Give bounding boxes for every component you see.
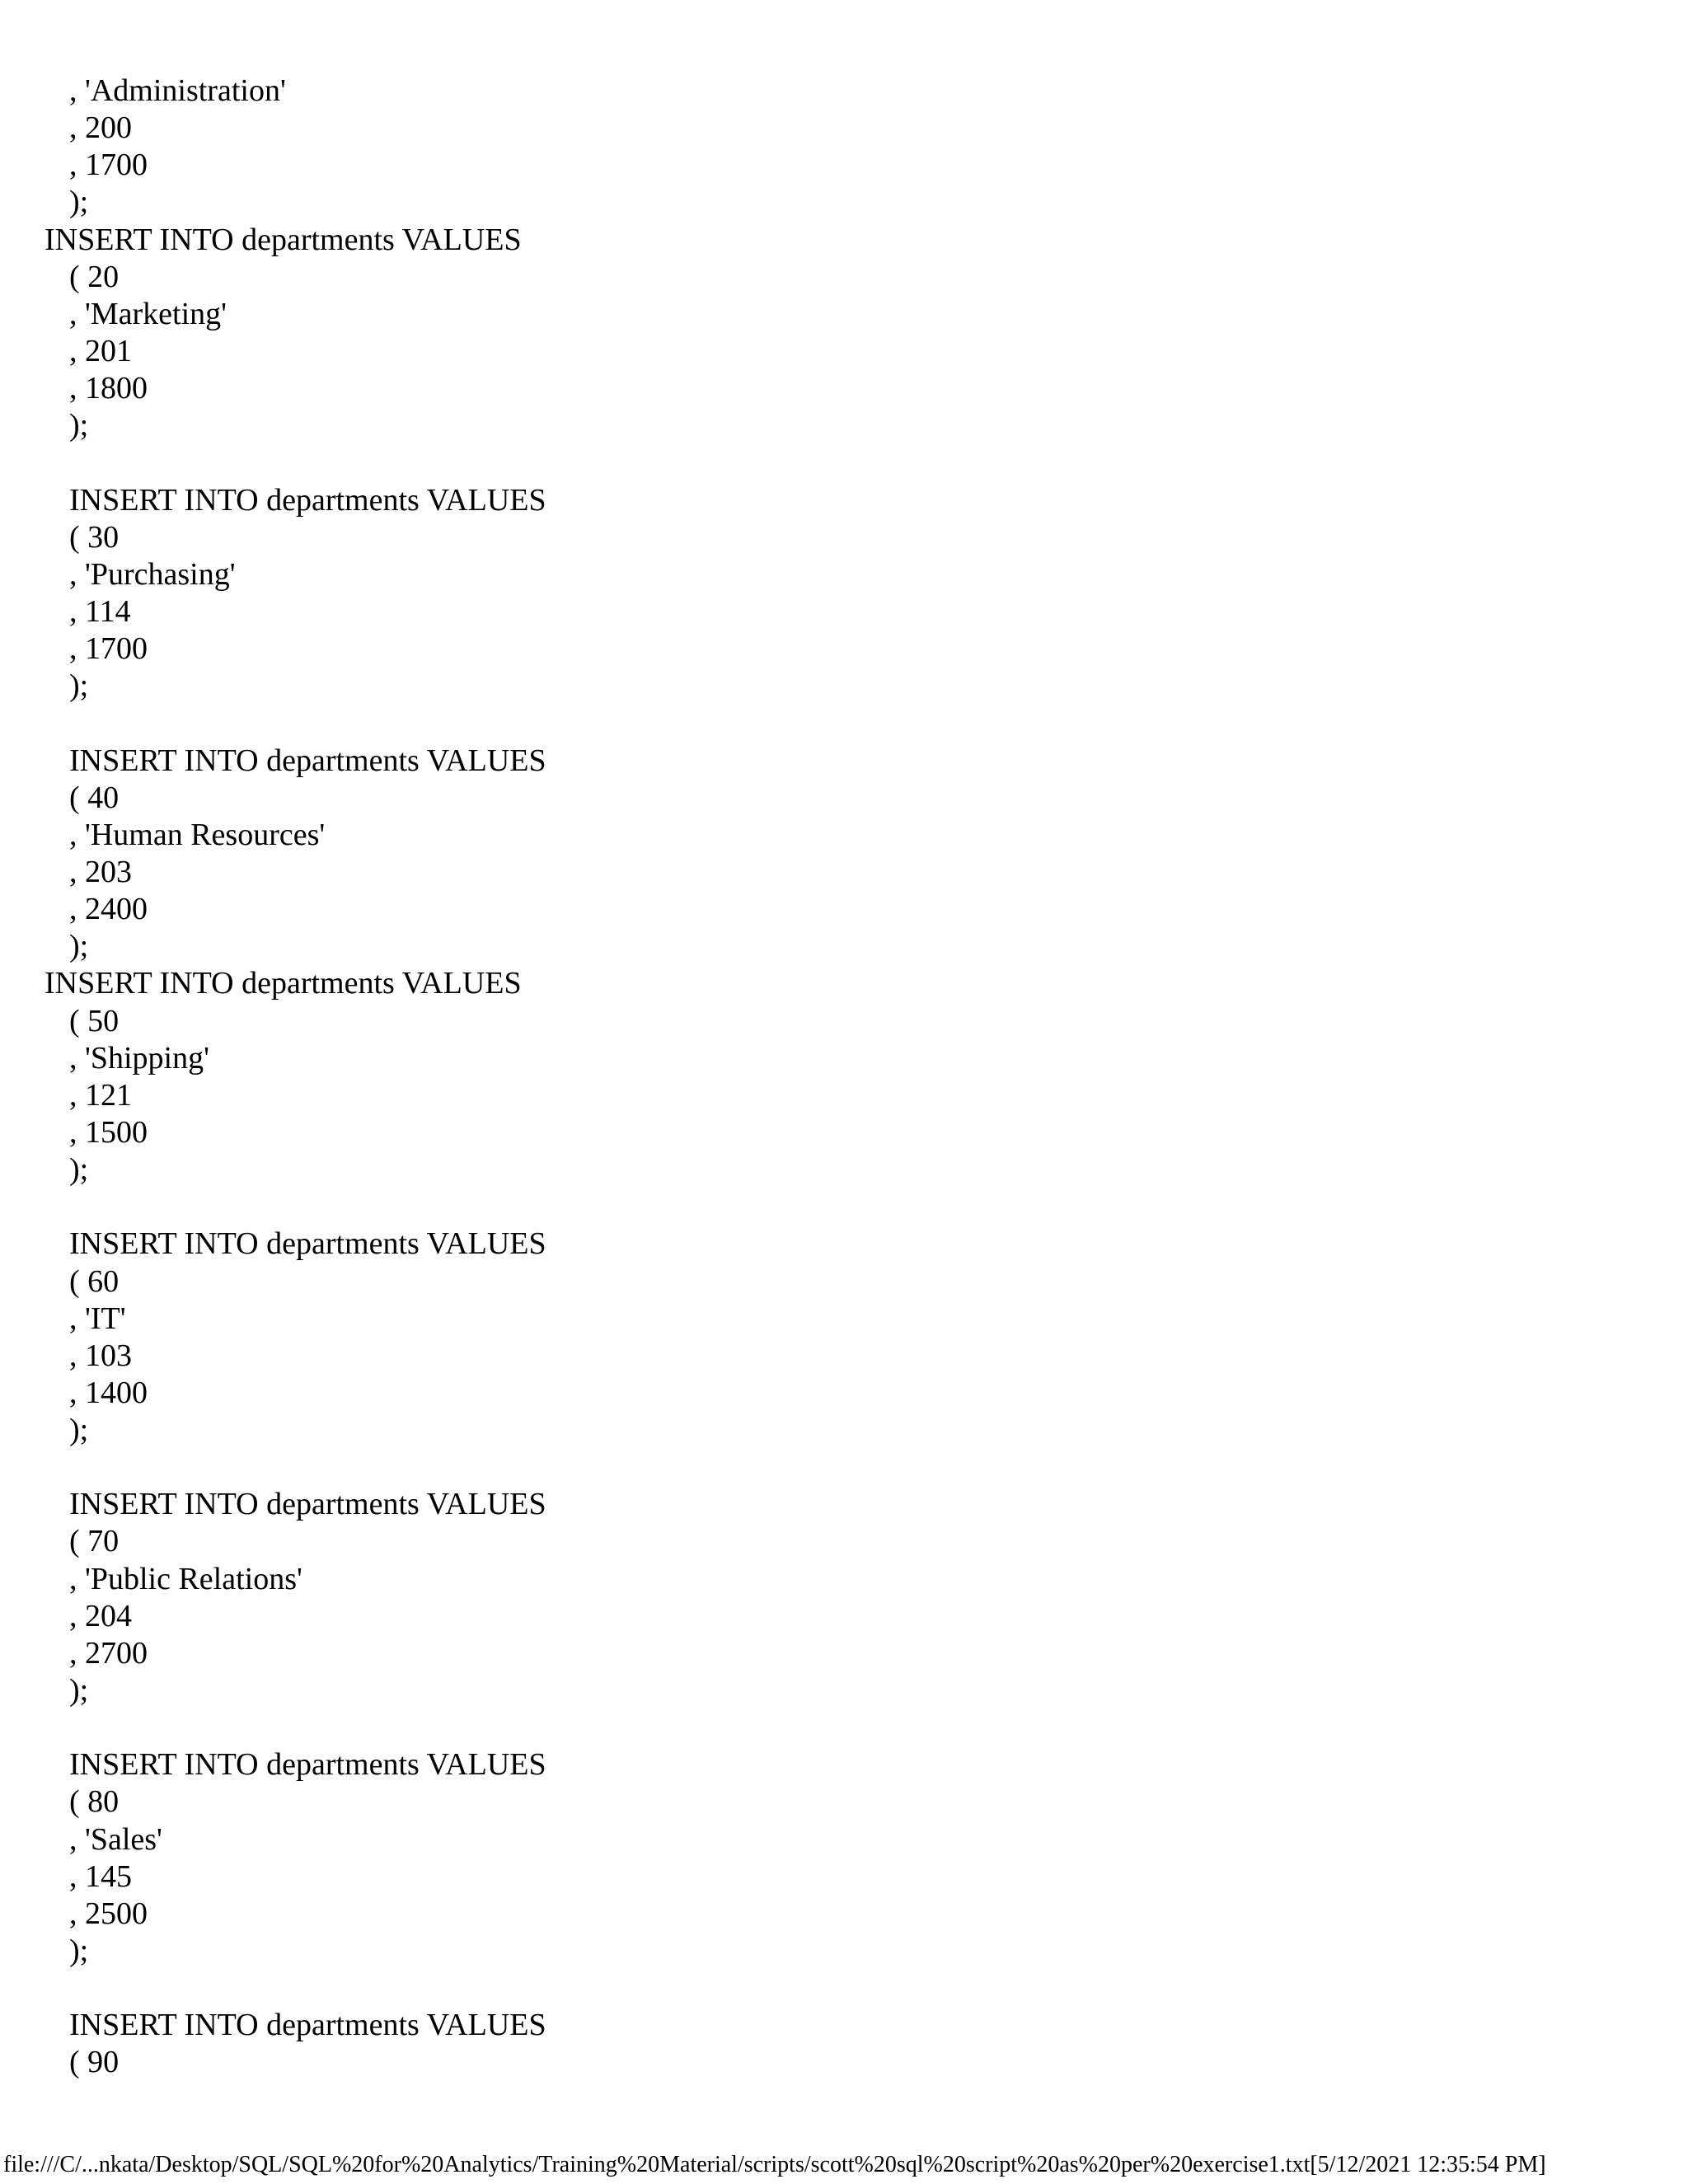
code-line: ); <box>69 408 89 443</box>
code-line: , 1800 <box>69 371 148 406</box>
code-line: INSERT INTO departments VALUES <box>69 1226 546 1262</box>
code-line: INSERT INTO departments VALUES <box>69 1487 546 1522</box>
code-line: , 201 <box>69 333 132 368</box>
blank-line <box>0 444 1688 481</box>
code-line: INSERT INTO departments VALUES <box>69 743 546 778</box>
code-line: , 1700 <box>69 631 148 667</box>
document-body <box>0 73 1688 2082</box>
code-line: , 'Human Resources' <box>69 817 326 852</box>
code-line: ( 80 <box>69 1784 120 1820</box>
code-line: INSERT INTO departments VALUES <box>45 966 522 1001</box>
page-footer-file-path: file:///C/...nkata/Desktop/SQL/SQL%20for%20Analytics/Training%20Material/scripts/scott%20sql%20script%20as%20per%20exercise1.txt[5/12/2021 12:35:54 PM] <box>3 2152 1546 2177</box>
code-line: ( 70 <box>69 1524 120 1559</box>
code-line: ( 50 <box>69 1003 120 1038</box>
code-line: ( 40 <box>69 780 120 815</box>
code-line: , 2700 <box>69 1635 148 1671</box>
code-line: , 114 <box>69 593 131 629</box>
code-line: ( 20 <box>69 259 120 294</box>
code-line: INSERT INTO departments VALUES <box>69 1747 546 1783</box>
code-line: INSERT INTO departments VALUES <box>45 222 522 257</box>
code-line: , 203 <box>69 854 132 889</box>
code-line: ); <box>69 668 89 704</box>
code-line: , 1500 <box>69 1114 148 1150</box>
code-line: ( 90 <box>69 2045 120 2080</box>
code-line: , 'IT' <box>69 1301 126 1336</box>
code-line: INSERT INTO departments VALUES <box>69 482 546 518</box>
blank-line <box>0 1449 1688 1486</box>
code-line: , 'Sales' <box>69 1821 162 1857</box>
blank-line <box>0 1970 1688 2007</box>
code-line: , 'Marketing' <box>69 296 227 331</box>
code-line: ); <box>69 1933 89 1969</box>
code-line: , 145 <box>69 1858 132 1894</box>
code-line: ); <box>69 185 89 220</box>
code-line: ); <box>69 1673 89 1708</box>
code-line: , 103 <box>69 1338 132 1373</box>
code-line: , 200 <box>69 110 132 146</box>
code-line: ); <box>69 1152 89 1188</box>
code-line: , 204 <box>69 1598 132 1633</box>
code-line: , 1700 <box>69 148 148 183</box>
code-line: , 'Purchasing' <box>69 556 236 592</box>
code-line: ); <box>69 1413 89 1448</box>
code-line: ); <box>69 929 89 964</box>
blank-line <box>0 1188 1688 1226</box>
code-line: , 'Administration' <box>69 73 286 108</box>
code-line: , 1400 <box>69 1375 148 1410</box>
code-line: ( 30 <box>69 519 120 555</box>
code-line: ( 60 <box>69 1263 120 1299</box>
blank-line <box>0 705 1688 742</box>
code-line: , 121 <box>69 1077 132 1113</box>
code-line: , 2500 <box>69 1896 148 1931</box>
code-line: INSERT INTO departments VALUES <box>69 2008 546 2043</box>
blank-line <box>0 1709 1688 1746</box>
code-line: , 'Shipping' <box>69 1040 209 1076</box>
code-line: , 'Public Relations' <box>69 1561 302 1596</box>
code-line: , 2400 <box>69 892 148 927</box>
